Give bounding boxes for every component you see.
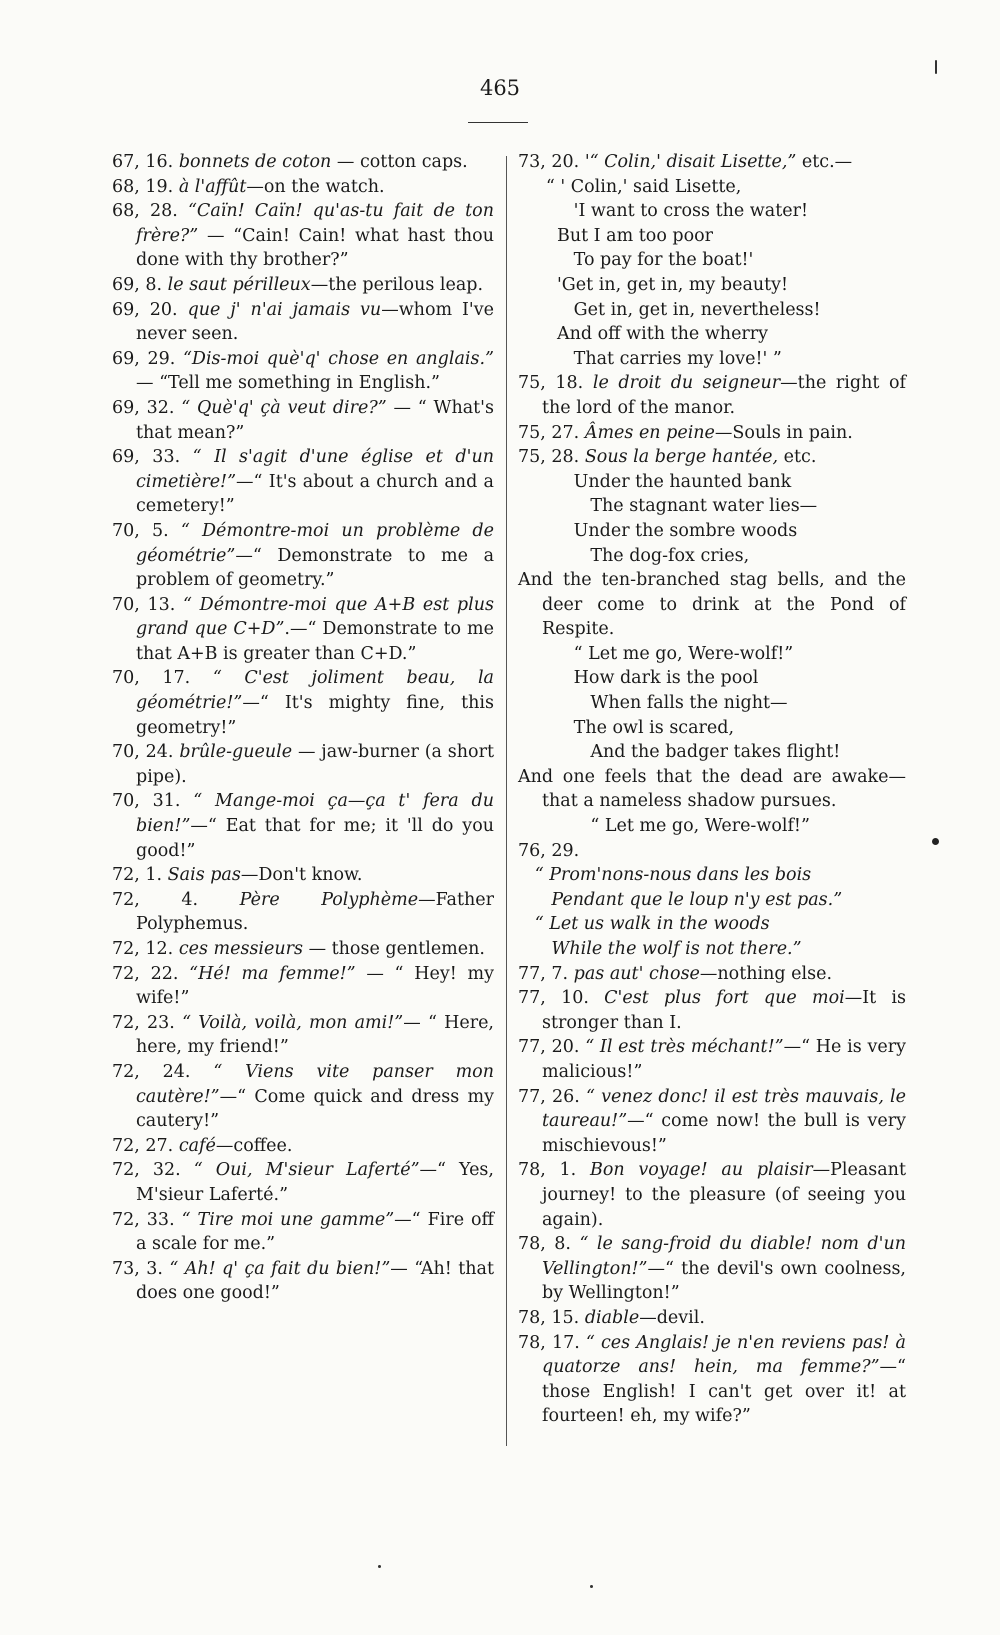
note-ref: 75, 18.	[518, 373, 584, 394]
note-entry	[518, 371, 906, 420]
english-gloss: —“ Fire off a scale for me.”	[136, 1209, 494, 1255]
french-phrase: Sais pas	[167, 865, 241, 886]
french-phrase: “ Il est très méchant!”	[585, 1037, 784, 1058]
note-ref: 72, 4.	[112, 889, 199, 910]
note-ref: 69, 20.	[112, 299, 178, 320]
note-entry	[518, 445, 906, 470]
margin-mark	[932, 838, 939, 845]
english-gloss: —devil.	[639, 1307, 705, 1328]
note-entry	[112, 593, 494, 667]
english-gloss: —“ He is very malicious!”	[542, 1037, 906, 1082]
french-phrase: “ Viens vite panser mon cautère!”	[136, 1061, 494, 1107]
english-gloss: — “Cain! Cain! what hast thou done with thy brother?”	[136, 225, 494, 271]
note-ref: 78, 17.	[518, 1332, 580, 1353]
english-gloss: —nothing else.	[699, 963, 833, 984]
right-column	[518, 150, 906, 1429]
note-entry	[112, 888, 494, 937]
french-phrase: '“ Colin,' disait Lisette,”	[584, 152, 797, 172]
english-gloss: etc.—	[796, 152, 853, 172]
english-gloss: —“ It's mighty fine, this geometry!”	[136, 693, 494, 738]
note-ref: 68, 28.	[112, 201, 178, 222]
note-ref: 69, 33.	[112, 447, 181, 468]
note-entry	[112, 396, 494, 445]
note-entry	[112, 298, 494, 347]
scan-speck	[590, 1585, 593, 1588]
note-ref: 72, 22.	[112, 963, 179, 984]
note-ref: 68, 19.	[112, 176, 174, 197]
note-ref: 72, 32.	[112, 1160, 181, 1181]
english-gloss: etc.	[778, 447, 817, 468]
note-ref: 75, 28.	[518, 447, 580, 468]
french-phrase: “ Il s'agit d'une église et d'un cimetière!”	[136, 447, 494, 492]
note-entry	[112, 1257, 494, 1306]
english-gloss: .—“ Demonstrate to me that A+B is greater than C+D.”	[136, 619, 494, 664]
note-ref: 77, 10.	[518, 988, 589, 1009]
note-entry	[112, 1158, 494, 1207]
english-gloss: —“ Come quick and dress my cautery!”	[136, 1086, 494, 1132]
note-ref: 72, 27.	[112, 1135, 174, 1156]
note-entry	[112, 445, 494, 519]
note-ref: 78, 8.	[518, 1234, 571, 1255]
english-gloss: —“ the devil's own coolness, by Wellington!”	[542, 1258, 906, 1304]
french-phrase: Père Polyphème	[239, 889, 419, 910]
english-gloss: —Father Polyphemus.	[136, 889, 494, 935]
note-ref: 73, 3.	[112, 1258, 163, 1279]
note-entry	[112, 519, 494, 593]
french-phrase: “ venez donc! il est très mauvais, le taureau!”	[542, 1086, 906, 1132]
english-gloss: —“ It's about a church and a cemetery!”	[136, 471, 494, 517]
french-phrase: “ Mange-moi ça—ça t' fera du bien!”	[136, 791, 494, 837]
note-entry	[112, 740, 494, 789]
french-phrase: le droit du seigneur	[592, 373, 781, 394]
prose-line: And one feels that the dead are awake—that a nameless shadow pursues.	[518, 766, 906, 812]
note-ref: 78, 15.	[518, 1307, 580, 1328]
note-entry	[518, 1232, 906, 1306]
note-entry	[112, 347, 494, 396]
french-phrase: diable	[584, 1307, 640, 1328]
french-phrase: “ Démontre-moi un problème de géométrie”	[136, 520, 494, 566]
verse-translation: “ Let me go, Were-wolf!” How dark is the pool When falls the night— The owl is scared, And the badger takes flight!	[573, 643, 841, 763]
note-ref: 77, 20.	[518, 1037, 580, 1058]
english-gloss: — “Tell me something in English.”	[136, 373, 440, 394]
note-ref: 78, 1.	[518, 1160, 577, 1181]
note-entry	[112, 150, 494, 175]
english-gloss: — “ What's that mean?”	[136, 397, 494, 443]
note-entry	[518, 839, 906, 864]
french-phrase: que j' n'ai jamais vu	[187, 299, 382, 320]
french-phrase: pas aut' chose	[573, 963, 700, 984]
french-phrase: “ Oui, M'sieur Laferté”	[193, 1160, 420, 1181]
french-phrase: bonnets de coton	[178, 152, 332, 172]
english-gloss: — jaw-burner (a short pipe).	[136, 742, 494, 787]
english-gloss: — “Ah! that does one good!”	[136, 1258, 494, 1304]
english-gloss: — cotton caps.	[331, 152, 468, 172]
note-ref: 77, 26.	[518, 1086, 580, 1107]
note-entry	[112, 937, 494, 962]
note-entry	[518, 1035, 906, 1084]
note-entry	[518, 150, 906, 175]
note-ref: 69, 8.	[112, 274, 163, 295]
note-ref: 72, 23.	[112, 1012, 175, 1033]
note-entry	[518, 1158, 906, 1232]
verse-translation: Under the haunted bank The stagnant water lies— Under the sombre woods The dog-fox cries,	[573, 471, 818, 566]
verse-translation: “ Let me go, Were-wolf!”	[518, 816, 810, 837]
header-rule	[468, 122, 528, 123]
french-phrase: “ le sang-froid du diable! nom d'un Vellington!”	[542, 1234, 906, 1279]
french-phrase: “ Tire moi une gamme”	[181, 1209, 395, 1230]
note-ref: 76, 29.	[518, 840, 580, 861]
note-entry	[518, 962, 906, 987]
note-ref: 72, 12.	[112, 939, 174, 959]
french-phrase: “ Què'q' çà veut dire?”	[181, 397, 387, 418]
note-entry	[112, 1060, 494, 1134]
page-number: 465	[479, 76, 521, 100]
french-phrase: “ C'est joliment beau, la géométrie!”	[136, 668, 494, 714]
note-entry	[112, 1011, 494, 1060]
note-ref: 70, 13.	[112, 594, 176, 615]
note-entry	[112, 789, 494, 863]
note-ref: 69, 32.	[112, 397, 175, 418]
scan-speck	[378, 1565, 381, 1568]
verse-translation: “ ' Colin,' said Lisette, 'I want to cross the water! But I am too poor To pay for the boat!' 'Get in, get in, my beauty! Get in, get in, nevertheless! And off with the wherry That carries my love!' ”	[545, 176, 821, 369]
english-gloss: —on the watch.	[246, 176, 385, 197]
note-entry	[518, 1331, 906, 1429]
note-entry	[518, 421, 906, 446]
english-gloss: —“ Demonstrate to me a problem of geometry.”	[136, 545, 494, 591]
note-ref: 70, 5.	[112, 520, 169, 541]
note-ref: 77, 7.	[518, 963, 569, 984]
note-ref: 72, 1.	[112, 865, 163, 886]
note-ref: 69, 29.	[112, 348, 176, 369]
note-entry	[518, 1085, 906, 1159]
english-gloss: — “ Here, here, my friend!”	[136, 1012, 494, 1058]
scan-speck	[935, 60, 937, 74]
note-ref: 67, 16.	[112, 152, 174, 172]
english-gloss: —“ come now! the bull is very mischievous!”	[542, 1111, 906, 1156]
french-phrase: le saut périlleux	[167, 274, 311, 295]
french-phrase: “ Ah! q' ça fait du bien!”	[169, 1258, 391, 1279]
french-phrase: “Caïn! Caïn! qu'as-tu fait de ton frère?”	[136, 201, 494, 246]
note-entry	[112, 199, 494, 273]
note-entry	[518, 1306, 906, 1331]
english-gloss: —“ those English! I can't get over it! at fourteen! eh, my wife?”	[542, 1357, 906, 1427]
french-phrase: ces messieurs	[178, 939, 303, 959]
note-entry	[112, 962, 494, 1011]
note-ref: 70, 17.	[112, 668, 191, 689]
french-phrase: café	[178, 1135, 216, 1156]
english-gloss: —It is stronger than I.	[542, 988, 906, 1033]
french-phrase: à l'affût	[178, 176, 247, 197]
english-gloss: —“ Yes, M'sieur Laferté.”	[136, 1160, 494, 1205]
prose-line: And the ten-branched stag bells, and the deer come to drink at the Pond of Respite.	[518, 570, 906, 640]
note-entry	[112, 1134, 494, 1159]
note-entry	[112, 1208, 494, 1257]
note-entry	[112, 863, 494, 888]
note-entry	[112, 175, 494, 200]
english-gloss: —coffee.	[215, 1135, 293, 1156]
french-phrase: “ Voilà, voilà, mon ami!”	[182, 1012, 404, 1033]
note-ref: 70, 31.	[112, 791, 181, 812]
french-phrase: Sous la berge hantée,	[584, 447, 779, 468]
english-gloss: —whom I've never seen.	[136, 299, 494, 345]
note-entry	[112, 273, 494, 298]
english-gloss: —Pleasant journey! to the pleasure (of seeing you again).	[542, 1160, 906, 1230]
english-gloss: —Souls in pain.	[714, 422, 853, 443]
note-ref: 70, 24.	[112, 742, 174, 763]
note-ref: 75, 27.	[518, 422, 580, 443]
note-ref: 73, 20.	[518, 152, 580, 172]
english-gloss: — “ Hey! my wife!”	[136, 963, 494, 1009]
french-phrase: “Hé! ma femme!”	[189, 963, 356, 984]
english-gloss: —“ Eat that for me; it 'll do you good!”	[136, 816, 494, 861]
french-phrase: “ ces Anglais! je n'en reviens pas! à quatorze ans! hein, ma femme?”	[542, 1332, 906, 1378]
french-phrase: Bon voyage! au plaisir	[589, 1160, 813, 1181]
french-phrase: brûle-gueule	[179, 742, 293, 763]
french-phrase: “Dis-moi què'q' chose en anglais.”	[182, 348, 494, 369]
english-gloss: —the perilous leap.	[310, 274, 484, 295]
note-ref: 72, 24.	[112, 1061, 191, 1082]
english-gloss: — those gentlemen.	[303, 939, 485, 959]
english-gloss: —the right of the lord of the manor.	[542, 373, 906, 418]
note-entry	[518, 986, 906, 1035]
english-gloss: —Don't know.	[240, 865, 363, 886]
note-ref: 72, 33.	[112, 1209, 175, 1230]
left-column	[112, 150, 494, 1306]
french-phrase: “ Démontre-moi que A+B est plus grand que C+D”	[136, 594, 494, 640]
column-divider	[506, 156, 507, 1446]
verse-french-translation: “ Prom'nons-nous dans les bois Pendant que le loup n'y est pas.” “ Let us walk in the woods While the wolf is not there.”	[534, 865, 843, 959]
french-phrase: C'est plus fort que moi	[604, 988, 845, 1009]
french-phrase: Âmes en peine	[584, 422, 715, 443]
note-entry	[112, 666, 494, 740]
